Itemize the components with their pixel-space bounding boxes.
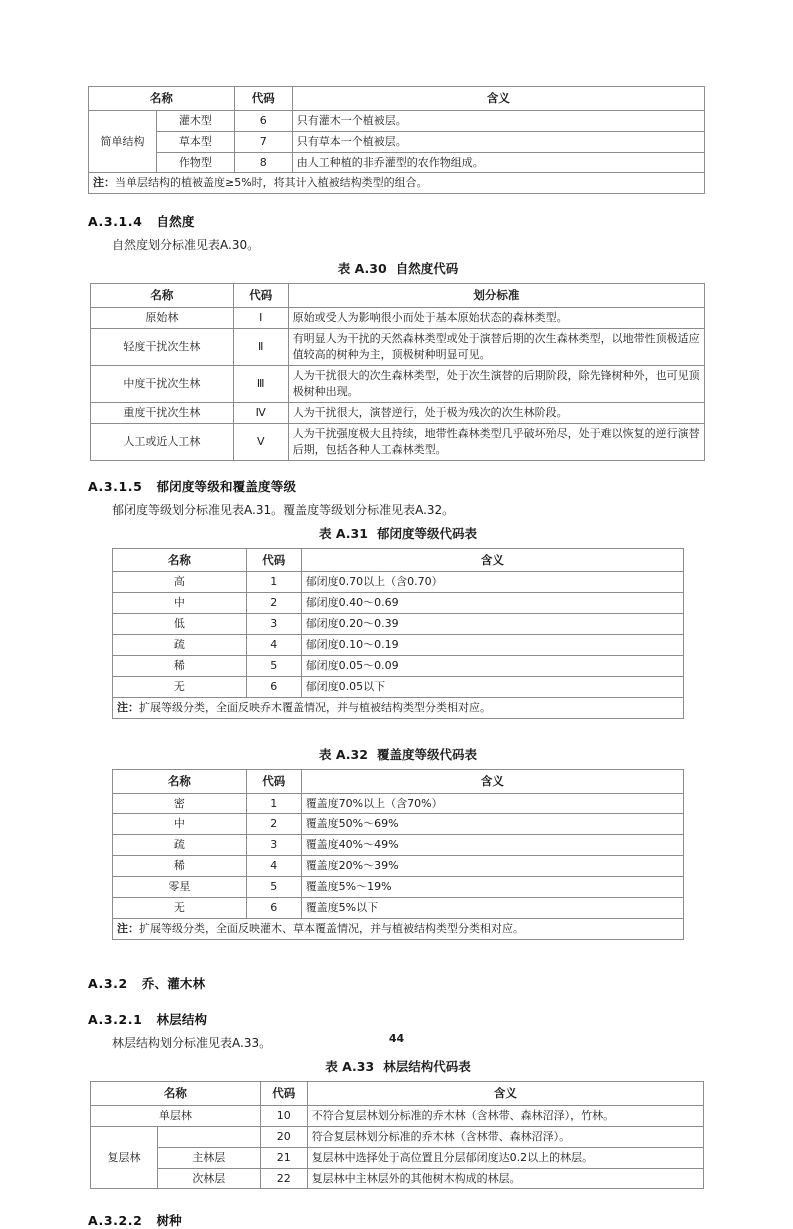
table-a30-number: 表 A.30 xyxy=(337,261,387,277)
table-header-row xyxy=(91,284,705,308)
table-a32 xyxy=(112,769,684,940)
row-name: 稀 xyxy=(113,656,247,677)
row-code: 21 xyxy=(260,1147,307,1168)
table-note-cell xyxy=(113,919,684,940)
table-row xyxy=(89,131,705,152)
row-meaning: 只有灌木一个植被层。 xyxy=(292,110,704,131)
row-meaning: 由人工种植的非乔灌型的农作物组成。 xyxy=(292,152,704,173)
row-meaning: 符合复层林划分标准的乔木林（含林带、森林沼泽）。 xyxy=(307,1126,703,1147)
table-header-row xyxy=(89,87,705,111)
table-row xyxy=(113,614,684,635)
heading-a32-title: 乔、灌木林 xyxy=(141,976,206,992)
row-code: 20 xyxy=(260,1126,307,1147)
table-row xyxy=(113,814,684,835)
column-header-code: 代码 xyxy=(233,284,288,308)
row-meaning: 不符合复层林划分标准的乔木林（含林带、森林沼泽），竹林。 xyxy=(307,1105,703,1126)
heading-a315-title: 郁闭度等级和覆盖度等级 xyxy=(156,478,297,494)
column-header-meaning: 含义 xyxy=(307,1082,703,1106)
row-code: Ⅳ xyxy=(233,402,288,423)
table-row xyxy=(91,1105,704,1126)
note-text: 扩展等级分类，全面反映灌木、草本覆盖情况，并与植被结构类型分类相对应。 xyxy=(139,922,524,936)
row-code: 4 xyxy=(246,635,301,656)
table-row xyxy=(113,635,684,656)
row-code: Ⅲ xyxy=(233,365,288,402)
row-name: 次林层 xyxy=(157,1168,260,1189)
row-meaning: 覆盖度70%以上（含70%） xyxy=(301,793,683,814)
row-criteria: 人为干扰强度极大且持续，地带性森林类型几乎破坏殆尽，处于难以恢复的逆行演替后期，包括各种人工森林类型。 xyxy=(288,423,704,460)
row-code: 5 xyxy=(246,877,301,898)
row-meaning: 覆盖度20%～39% xyxy=(301,856,683,877)
row-code: 6 xyxy=(246,676,301,697)
table-a31-wrapper xyxy=(112,548,684,719)
table-row xyxy=(91,329,705,366)
table-row xyxy=(91,308,705,329)
column-header-name: 名称 xyxy=(113,769,247,793)
table-row xyxy=(91,423,705,460)
table-row xyxy=(113,835,684,856)
row-name: 无 xyxy=(113,898,247,919)
table-a31-title xyxy=(88,524,708,542)
page-number: 44 xyxy=(388,1032,405,1045)
row-code: 10 xyxy=(260,1105,307,1126)
table-a33-name: 林层结构代码表 xyxy=(383,1059,471,1075)
table-header-row xyxy=(113,769,684,793)
row-meaning: 郁闭度0.10～0.19 xyxy=(301,635,683,656)
table-row xyxy=(113,593,684,614)
row-name: 密 xyxy=(113,793,247,814)
column-header-meaning: 含义 xyxy=(301,769,683,793)
row-name: 无 xyxy=(113,676,247,697)
row-code: 2 xyxy=(246,593,301,614)
row-criteria: 有明显人为干扰的天然森林类型或处于演替后期的次生森林类型，以地带性顶极适应值较高的树种为主，顶极树种明显可见。 xyxy=(288,329,704,366)
row-code: 3 xyxy=(246,835,301,856)
row-meaning: 郁闭度0.20～0.39 xyxy=(301,614,683,635)
row-criteria: 原始或受人为影响很小而处于基本原始状态的森林类型。 xyxy=(288,308,704,329)
row-meaning: 郁闭度0.70以上（含0.70） xyxy=(301,572,683,593)
table-row xyxy=(113,793,684,814)
column-header-criteria: 划分标准 xyxy=(288,284,704,308)
row-code: 6 xyxy=(246,898,301,919)
note-text: 当单层结构的植被盖度≥5%时，将其计入植被结构类型的组合。 xyxy=(115,176,428,190)
table-a32-wrapper xyxy=(112,769,684,940)
column-header-meaning: 含义 xyxy=(292,87,704,111)
row-meaning: 郁闭度0.05以下 xyxy=(301,676,683,697)
table-a32-title xyxy=(88,745,708,763)
table-note-row xyxy=(113,697,684,718)
row-name-single-layer: 单层林 xyxy=(91,1105,261,1126)
row-code: Ⅰ xyxy=(233,308,288,329)
row-meaning: 覆盖度50%～69% xyxy=(301,814,683,835)
paragraph-a314: 自然度划分标准见表A.30。 xyxy=(112,238,260,253)
table-note-row xyxy=(89,173,705,194)
table-row xyxy=(91,1126,704,1147)
row-code: 8 xyxy=(234,152,292,173)
row-name: 疏 xyxy=(113,835,247,856)
heading-a315 xyxy=(88,477,708,495)
table-a32-number: 表 A.32 xyxy=(319,746,368,762)
table-a31-number: 表 A.31 xyxy=(319,525,368,541)
column-header-meaning: 含义 xyxy=(301,548,683,572)
row-code: 7 xyxy=(234,131,292,152)
heading-a321-number: A.3.2.1 xyxy=(88,1012,143,1028)
row-name: 原始林 xyxy=(91,308,234,329)
row-name: 草本型 xyxy=(156,131,234,152)
row-name: 中 xyxy=(113,593,247,614)
row-name: 主林层 xyxy=(157,1147,260,1168)
row-name xyxy=(157,1126,260,1147)
table-a29-continued xyxy=(88,86,705,194)
row-code: 3 xyxy=(246,614,301,635)
heading-a315-number: A.3.1.5 xyxy=(88,478,143,494)
column-header-name: 名称 xyxy=(113,548,247,572)
table-a33 xyxy=(90,1081,704,1189)
table-row xyxy=(89,110,705,131)
heading-a321-title: 林层结构 xyxy=(156,1012,208,1028)
table-a29-continued-wrapper xyxy=(88,86,705,194)
row-meaning: 郁闭度0.40～0.69 xyxy=(301,593,683,614)
heading-a314 xyxy=(88,212,708,230)
row-name: 零星 xyxy=(113,877,247,898)
table-row xyxy=(91,402,705,423)
table-header-row xyxy=(91,1082,704,1106)
row-code: 22 xyxy=(260,1168,307,1189)
column-header-code: 代码 xyxy=(246,548,301,572)
row-meaning: 覆盖度40%～49% xyxy=(301,835,683,856)
row-code: Ⅱ xyxy=(233,329,288,366)
table-row xyxy=(89,152,705,173)
page-content xyxy=(88,86,708,1229)
table-note-row xyxy=(113,919,684,940)
column-header-name: 名称 xyxy=(91,1082,261,1106)
table-a31 xyxy=(112,548,684,719)
heading-a314-number: A.3.1.4 xyxy=(88,214,143,230)
table-a30-title xyxy=(88,259,708,277)
table-row xyxy=(113,856,684,877)
row-meaning: 覆盖度5%～19% xyxy=(301,877,683,898)
row-code: 1 xyxy=(246,572,301,593)
table-a33-number: 表 A.33 xyxy=(325,1059,375,1075)
row-meaning: 覆盖度5%以下 xyxy=(301,898,683,919)
note-label: 注： xyxy=(117,922,139,936)
paragraph-a321: 林层结构划分标准见表A.33。 xyxy=(112,1036,272,1051)
row-code: Ⅴ xyxy=(233,423,288,460)
table-a30 xyxy=(90,283,705,460)
table-header-row xyxy=(113,548,684,572)
note-label: 注： xyxy=(93,176,115,190)
row-criteria: 人为干扰很大，演替逆行，处于极为残次的次生林阶段。 xyxy=(288,402,704,423)
row-name: 高 xyxy=(113,572,247,593)
heading-a321 xyxy=(88,1010,708,1028)
column-header-name: 名称 xyxy=(91,284,234,308)
row-name: 稀 xyxy=(113,856,247,877)
heading-a314-title: 自然度 xyxy=(156,214,195,230)
table-a31-name: 郁闭度等级代码表 xyxy=(376,525,477,541)
heading-a322-title: 树种 xyxy=(156,1213,182,1229)
row-code: 4 xyxy=(246,856,301,877)
row-code: 6 xyxy=(234,110,292,131)
note-text: 扩展等级分类，全面反映乔木覆盖情况，并与植被结构类型分类相对应。 xyxy=(139,700,491,714)
row-name: 轻度干扰次生林 xyxy=(91,329,234,366)
table-row xyxy=(113,572,684,593)
column-header-name: 名称 xyxy=(89,87,235,111)
row-meaning: 复层林中选择处于高位置且分层郁闭度达0.2以上的林层。 xyxy=(307,1147,703,1168)
row-name: 疏 xyxy=(113,635,247,656)
row-name: 中度干扰次生林 xyxy=(91,365,234,402)
column-header-code: 代码 xyxy=(234,87,292,111)
group-label-multi-layer: 复层林 xyxy=(91,1126,158,1189)
table-row xyxy=(113,877,684,898)
table-note-cell xyxy=(89,173,705,194)
row-code: 1 xyxy=(246,793,301,814)
row-meaning: 复层林中主林层外的其他树木构成的林层。 xyxy=(307,1168,703,1189)
heading-a322 xyxy=(88,1211,708,1229)
table-a30-wrapper xyxy=(90,283,705,460)
table-a33-title xyxy=(88,1057,708,1075)
table-row xyxy=(91,365,705,402)
heading-a322-number: A.3.2.2 xyxy=(88,1213,143,1229)
table-note-cell xyxy=(113,697,684,718)
table-a33-wrapper xyxy=(90,1081,704,1189)
column-header-code: 代码 xyxy=(246,769,301,793)
row-name: 作物型 xyxy=(156,152,234,173)
row-name: 中 xyxy=(113,814,247,835)
heading-a32-number: A.3.2 xyxy=(88,976,128,992)
row-code: 2 xyxy=(246,814,301,835)
table-row xyxy=(91,1168,704,1189)
heading-a32 xyxy=(88,974,708,992)
row-name: 人工或近人工林 xyxy=(91,423,234,460)
table-a32-name: 覆盖度等级代码表 xyxy=(376,746,477,762)
row-criteria: 人为干扰很大的次生森林类型，处于次生演替的后期阶段，除先锋树种外，也可见顶极树种出现。 xyxy=(288,365,704,402)
table-row xyxy=(113,898,684,919)
paragraph-a315: 郁闭度等级划分标准见表A.31。覆盖度等级划分标准见表A.32。 xyxy=(112,502,455,517)
column-header-code: 代码 xyxy=(260,1082,307,1106)
table-row xyxy=(113,656,684,677)
row-name: 重度干扰次生林 xyxy=(91,402,234,423)
row-name: 低 xyxy=(113,614,247,635)
table-row xyxy=(91,1147,704,1168)
group-label-simple-structure: 简单结构 xyxy=(89,110,157,173)
note-label: 注： xyxy=(117,700,139,714)
table-row xyxy=(113,676,684,697)
table-a30-name: 自然度代码 xyxy=(395,261,459,277)
row-meaning: 郁闭度0.05～0.09 xyxy=(301,656,683,677)
row-meaning: 只有草本一个植被层。 xyxy=(292,131,704,152)
row-name: 灌木型 xyxy=(156,110,234,131)
row-code: 5 xyxy=(246,656,301,677)
